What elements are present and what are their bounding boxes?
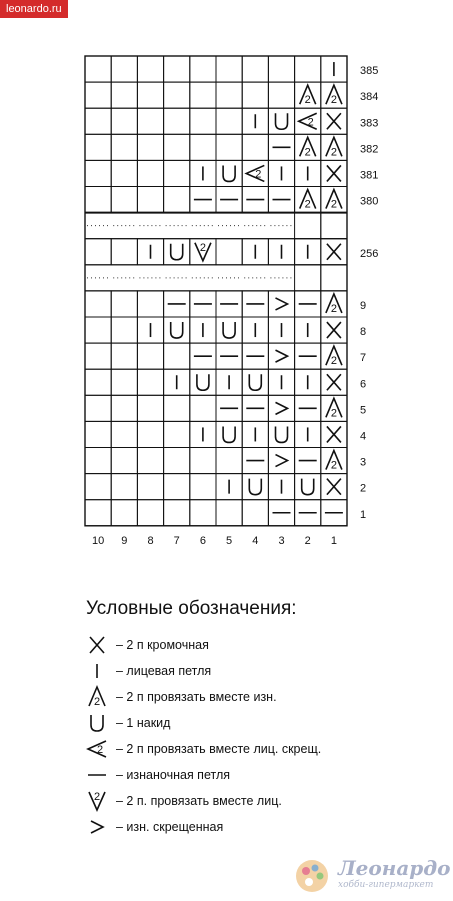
chart-cell bbox=[321, 134, 347, 160]
x-symbol bbox=[86, 632, 116, 658]
chart-cell bbox=[111, 187, 137, 213]
chart-cell bbox=[85, 448, 111, 474]
legend-item bbox=[86, 710, 436, 736]
chart-cell bbox=[216, 134, 242, 160]
chart-cell bbox=[321, 108, 347, 134]
chart-cell bbox=[164, 500, 190, 526]
column-label: 3 bbox=[278, 534, 285, 547]
chart-cell bbox=[164, 448, 190, 474]
chart-cell bbox=[321, 317, 347, 343]
chart-cell bbox=[216, 239, 242, 265]
chart-cell bbox=[268, 239, 294, 265]
chart-cell bbox=[216, 474, 242, 500]
chart-cell bbox=[111, 474, 137, 500]
chart-cell bbox=[268, 82, 294, 108]
chart-cell bbox=[242, 160, 268, 186]
chart-cell bbox=[295, 56, 321, 82]
chart-cell bbox=[111, 448, 137, 474]
chart-cell bbox=[295, 395, 321, 421]
chart-cell bbox=[321, 343, 347, 369]
chart-cell bbox=[295, 239, 321, 265]
chart-cell bbox=[216, 421, 242, 447]
legend-item-text: – 2 п. провязать вместе лиц. bbox=[116, 794, 282, 808]
chart-cell bbox=[164, 474, 190, 500]
chart-cell bbox=[111, 291, 137, 317]
chart-cell bbox=[268, 317, 294, 343]
chart-cell bbox=[216, 291, 242, 317]
chart-cell bbox=[190, 500, 216, 526]
legend-item bbox=[86, 632, 436, 658]
site-badge[interactable]: leonardo.ru bbox=[0, 0, 68, 18]
svg-text:2: 2 bbox=[255, 168, 262, 181]
chart-cell bbox=[111, 56, 137, 82]
svg-text:2: 2 bbox=[304, 146, 311, 159]
chart-cell bbox=[242, 500, 268, 526]
chart-cell bbox=[137, 474, 163, 500]
chart-cell bbox=[268, 474, 294, 500]
chart-cell bbox=[321, 395, 347, 421]
chart-cell bbox=[164, 239, 190, 265]
chart-cell bbox=[164, 421, 190, 447]
chart-cell bbox=[190, 239, 216, 265]
chart-cell bbox=[111, 160, 137, 186]
chart-cell bbox=[85, 395, 111, 421]
chart-cell bbox=[85, 239, 111, 265]
legend-item-text: – 1 накид bbox=[116, 716, 171, 730]
chart-cell bbox=[164, 82, 190, 108]
chart-cell bbox=[85, 421, 111, 447]
chart-cell bbox=[295, 317, 321, 343]
chart-cell bbox=[216, 343, 242, 369]
chart-cell bbox=[190, 56, 216, 82]
legend-item bbox=[86, 684, 436, 710]
chart-cell bbox=[85, 343, 111, 369]
row-label: 9 bbox=[360, 299, 367, 312]
legend-item-text: – 2 п провязать вместе лиц. скрещ. bbox=[116, 742, 322, 756]
yarn-over-symbol bbox=[86, 710, 116, 736]
chart-cell bbox=[111, 343, 137, 369]
chart-cell bbox=[321, 421, 347, 447]
chart-cell bbox=[268, 369, 294, 395]
chart-cell bbox=[216, 187, 242, 213]
chart-cell bbox=[242, 448, 268, 474]
legend-item-text: – лицевая петля bbox=[116, 664, 212, 678]
chart-cell bbox=[137, 134, 163, 160]
row-label: 5 bbox=[360, 404, 367, 417]
chart-cell bbox=[216, 160, 242, 186]
chart-cell bbox=[295, 448, 321, 474]
chart-cell bbox=[295, 291, 321, 317]
chart-cell bbox=[85, 474, 111, 500]
svg-text:2: 2 bbox=[96, 744, 104, 756]
chart-cell bbox=[242, 369, 268, 395]
chart-cell bbox=[85, 291, 111, 317]
chart-cell bbox=[111, 134, 137, 160]
chart-cell bbox=[190, 395, 216, 421]
chart-cell bbox=[190, 474, 216, 500]
chart-cell bbox=[321, 82, 347, 108]
chart-cell bbox=[190, 448, 216, 474]
chart-cell bbox=[268, 291, 294, 317]
chart-cell bbox=[268, 187, 294, 213]
chart-cell bbox=[190, 160, 216, 186]
chart-cell bbox=[242, 56, 268, 82]
column-label: 10 bbox=[91, 534, 105, 547]
chart-cell bbox=[216, 395, 242, 421]
chart-cell bbox=[164, 56, 190, 82]
svg-text:2: 2 bbox=[330, 302, 337, 315]
chart-cell bbox=[242, 395, 268, 421]
chart-cell bbox=[268, 134, 294, 160]
chart-cell bbox=[137, 395, 163, 421]
svg-text:2: 2 bbox=[330, 146, 337, 159]
legend-item bbox=[86, 736, 436, 762]
row-label: 6 bbox=[360, 378, 367, 391]
chart-cell bbox=[216, 82, 242, 108]
chart-cell bbox=[85, 160, 111, 186]
chart-cell bbox=[111, 82, 137, 108]
chart-cell bbox=[242, 317, 268, 343]
column-label: 2 bbox=[304, 534, 311, 547]
chart-cell bbox=[164, 187, 190, 213]
row-label: 385 bbox=[360, 65, 379, 78]
purl-dec-symbol bbox=[86, 684, 116, 710]
row-label: 382 bbox=[360, 143, 379, 156]
chart-cell bbox=[321, 448, 347, 474]
chart-cell bbox=[295, 369, 321, 395]
column-label: 6 bbox=[199, 534, 206, 547]
chart-cell bbox=[85, 134, 111, 160]
svg-text:2: 2 bbox=[330, 198, 337, 211]
chart-cell bbox=[321, 239, 347, 265]
chart-cell bbox=[268, 395, 294, 421]
chart-cell bbox=[295, 134, 321, 160]
chart-cell bbox=[164, 317, 190, 343]
svg-text:2: 2 bbox=[330, 459, 337, 472]
chart-cell bbox=[242, 421, 268, 447]
legend bbox=[86, 598, 436, 840]
chart-cell bbox=[190, 82, 216, 108]
chart-cell bbox=[137, 500, 163, 526]
legend-item bbox=[86, 762, 436, 788]
chart-cell bbox=[242, 108, 268, 134]
chart-cell bbox=[164, 108, 190, 134]
chart-cell bbox=[242, 343, 268, 369]
chart-cell bbox=[295, 160, 321, 186]
column-label: 4 bbox=[252, 534, 259, 547]
svg-text:2: 2 bbox=[304, 198, 311, 211]
row-label: 2 bbox=[360, 482, 367, 495]
chart-cell bbox=[242, 291, 268, 317]
chart-cell bbox=[85, 369, 111, 395]
row-label: 380 bbox=[360, 195, 379, 208]
chart-cell bbox=[295, 474, 321, 500]
chart-cell bbox=[216, 500, 242, 526]
row-label: 384 bbox=[360, 91, 379, 104]
chart-cell bbox=[216, 369, 242, 395]
chart-cell bbox=[268, 160, 294, 186]
chart-cell bbox=[321, 291, 347, 317]
column-label: 8 bbox=[147, 534, 154, 547]
chart-cell bbox=[111, 239, 137, 265]
legend-item-text: – 2 п кромочная bbox=[116, 638, 209, 652]
chart-cell bbox=[137, 343, 163, 369]
chart-cell bbox=[85, 317, 111, 343]
chart-cell bbox=[216, 317, 242, 343]
brand-name: Леонардо bbox=[338, 856, 451, 880]
chart-cell bbox=[321, 265, 347, 291]
brand-tagline: хобби-гипермаркет bbox=[338, 880, 434, 890]
chart-cell bbox=[242, 82, 268, 108]
chart-cell bbox=[321, 500, 347, 526]
row-label: 256 bbox=[360, 247, 379, 260]
palette-icon bbox=[290, 856, 334, 896]
chart-cell bbox=[295, 187, 321, 213]
chart-cell bbox=[321, 160, 347, 186]
chart-cell bbox=[164, 395, 190, 421]
chart-cell bbox=[295, 421, 321, 447]
column-label: 5 bbox=[226, 534, 233, 547]
chart-cell bbox=[137, 160, 163, 186]
chart-cell bbox=[111, 369, 137, 395]
chart-cell bbox=[216, 108, 242, 134]
chart-cell bbox=[216, 448, 242, 474]
chart-cell bbox=[268, 500, 294, 526]
chart-cell bbox=[137, 108, 163, 134]
chart-cell bbox=[111, 500, 137, 526]
svg-text:2: 2 bbox=[304, 94, 311, 107]
chart-cell bbox=[295, 265, 321, 291]
chart-cell bbox=[137, 291, 163, 317]
row-label: 8 bbox=[360, 326, 367, 339]
chart-cell bbox=[242, 187, 268, 213]
chart-cell bbox=[85, 82, 111, 108]
svg-text:2: 2 bbox=[330, 407, 337, 420]
chart-cell bbox=[242, 134, 268, 160]
purl-twisted-symbol bbox=[86, 814, 116, 840]
chart-cell bbox=[190, 134, 216, 160]
chart-cell bbox=[268, 448, 294, 474]
knit-dec-twisted-symbol bbox=[86, 736, 116, 762]
chart-cell bbox=[190, 108, 216, 134]
legend-item-text: – изнаночная петля bbox=[116, 768, 231, 782]
chart-cell bbox=[242, 239, 268, 265]
svg-text:2: 2 bbox=[93, 696, 101, 708]
chart-cell bbox=[164, 160, 190, 186]
chart-cell bbox=[164, 134, 190, 160]
svg-text:2: 2 bbox=[199, 241, 206, 254]
chart-cell bbox=[164, 291, 190, 317]
chart-cell bbox=[85, 187, 111, 213]
chart-cell bbox=[242, 474, 268, 500]
legend-item-text: – изн. скрещенная bbox=[116, 820, 224, 834]
chart-cell bbox=[190, 369, 216, 395]
brand-logo bbox=[290, 856, 450, 896]
chart-cell bbox=[164, 369, 190, 395]
svg-text:2: 2 bbox=[307, 116, 314, 129]
row-label: 383 bbox=[360, 117, 379, 130]
chart-cell bbox=[190, 291, 216, 317]
chart-cell bbox=[295, 213, 321, 239]
chart-cell bbox=[85, 108, 111, 134]
row-label: 3 bbox=[360, 456, 367, 469]
chart-cell bbox=[137, 187, 163, 213]
chart-cell bbox=[268, 421, 294, 447]
chart-cell bbox=[321, 369, 347, 395]
chart-cell bbox=[137, 448, 163, 474]
chart-cell bbox=[111, 421, 137, 447]
legend-item bbox=[86, 788, 436, 814]
chart-cell bbox=[137, 369, 163, 395]
row-label: 381 bbox=[360, 169, 379, 182]
chart-cell bbox=[164, 343, 190, 369]
chart-cell bbox=[295, 82, 321, 108]
legend-item bbox=[86, 658, 436, 684]
legend-title: Условные обозначения: bbox=[86, 598, 297, 619]
chart-cell bbox=[190, 317, 216, 343]
chart-cell bbox=[268, 56, 294, 82]
chart-cell bbox=[137, 56, 163, 82]
chart-cell bbox=[111, 395, 137, 421]
svg-text:2: 2 bbox=[330, 94, 337, 107]
column-label: 9 bbox=[121, 534, 128, 547]
chart-cell bbox=[321, 213, 347, 239]
row-label: 7 bbox=[360, 352, 367, 365]
svg-text:2: 2 bbox=[330, 355, 337, 368]
legend-item-text: – 2 п провязать вместе изн. bbox=[116, 690, 277, 704]
column-label: 1 bbox=[330, 534, 337, 547]
chart-cell bbox=[321, 474, 347, 500]
chart-cell bbox=[190, 421, 216, 447]
row-label: 1 bbox=[360, 508, 367, 521]
chart-cell bbox=[85, 500, 111, 526]
svg-text:2: 2 bbox=[93, 791, 101, 803]
chart-cell bbox=[295, 343, 321, 369]
chart-cell bbox=[321, 56, 347, 82]
chart-cell bbox=[268, 343, 294, 369]
chart-cell bbox=[111, 108, 137, 134]
chart-cell bbox=[111, 317, 137, 343]
chart-cell bbox=[295, 108, 321, 134]
knit-dec-symbol bbox=[86, 788, 116, 814]
chart-cell bbox=[85, 56, 111, 82]
chart-cell bbox=[268, 108, 294, 134]
row-label: 4 bbox=[360, 430, 367, 443]
purl-dash-symbol bbox=[86, 762, 116, 788]
legend-item bbox=[86, 814, 436, 840]
chart-cell bbox=[137, 239, 163, 265]
bar-symbol bbox=[86, 658, 116, 684]
chart-cell bbox=[321, 187, 347, 213]
chart-cell bbox=[137, 317, 163, 343]
chart-cell bbox=[216, 56, 242, 82]
column-label: 7 bbox=[173, 534, 180, 547]
chart-cell bbox=[137, 82, 163, 108]
chart-cell bbox=[190, 343, 216, 369]
chart-cell bbox=[137, 421, 163, 447]
chart-cell bbox=[295, 500, 321, 526]
chart-cell bbox=[190, 187, 216, 213]
